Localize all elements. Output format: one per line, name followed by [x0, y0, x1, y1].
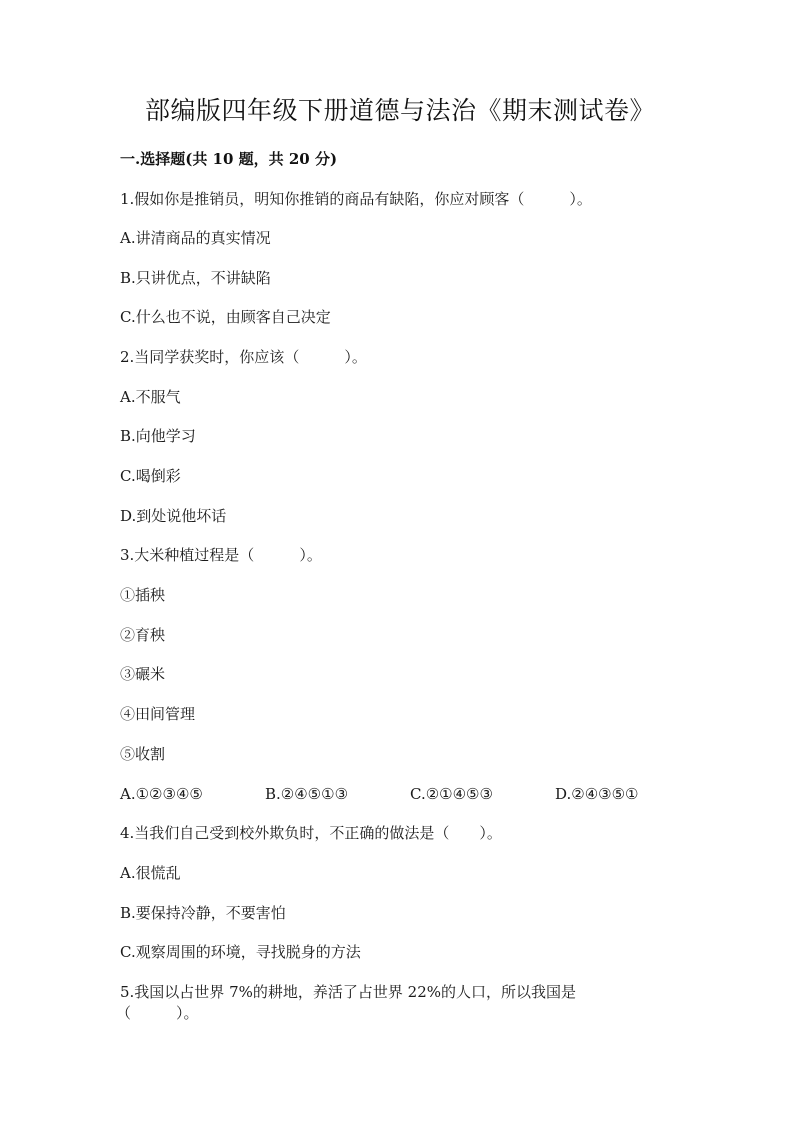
section-heading: 一.选择题(共 10 题，共 20 分) — [120, 150, 338, 168]
question-3-step-5: ⑤收割 — [120, 745, 166, 763]
question-3-option-b: B.②④⑤①③ — [265, 785, 349, 803]
question-4-option-b: B.要保持冷静，不要害怕 — [120, 904, 286, 922]
question-3-step-4: ④田间管理 — [120, 705, 196, 723]
question-3-stem: 3.大米种植过程是（ ）。 — [120, 546, 322, 564]
question-1-option-c: C.什么也不说，由顾客自己决定 — [120, 308, 331, 326]
question-3-option-c: C.②①④⑤③ — [410, 785, 493, 803]
question-2-stem: 2.当同学获奖时，你应该（ ）。 — [120, 348, 367, 366]
question-3-step-2: ②育秧 — [120, 626, 166, 644]
question-4-stem: 4.当我们自己受到校外欺负时，不正确的做法是（ ）。 — [120, 824, 502, 842]
question-1-option-a: A.讲清商品的真实情况 — [120, 229, 271, 247]
question-2-option-c: C.喝倒彩 — [120, 467, 181, 485]
question-2-option-b: B.向他学习 — [120, 427, 196, 445]
page-title: 部编版四年级下册道德与法治《期末测试卷》 — [144, 96, 655, 125]
question-3-option-d: D.②④③⑤① — [555, 785, 639, 803]
question-3-option-a: A.①②③④⑤ — [120, 785, 203, 803]
question-3-step-3: ③碾米 — [120, 665, 166, 683]
question-1-option-b: B.只讲优点，不讲缺陷 — [120, 269, 271, 287]
question-2-option-a: A.不服气 — [120, 388, 181, 406]
question-5-stem-continuation: （ ）。 — [116, 1004, 199, 1022]
question-4-option-c: C.观察周围的环境，寻找脱身的方法 — [120, 943, 361, 961]
question-4-option-a: A.很慌乱 — [120, 864, 181, 882]
question-5-stem: 5.我国以占世界 7%的耕地，养活了占世界 22%的人口，所以我国是 — [120, 983, 576, 1001]
question-2-option-d: D.到处说他坏话 — [120, 507, 227, 525]
question-1-stem: 1.假如你是推销员，明知你推销的商品有缺陷，你应对顾客（ ）。 — [120, 190, 592, 208]
question-3-options — [120, 784, 700, 804]
question-3-step-1: ①插秧 — [120, 586, 166, 604]
